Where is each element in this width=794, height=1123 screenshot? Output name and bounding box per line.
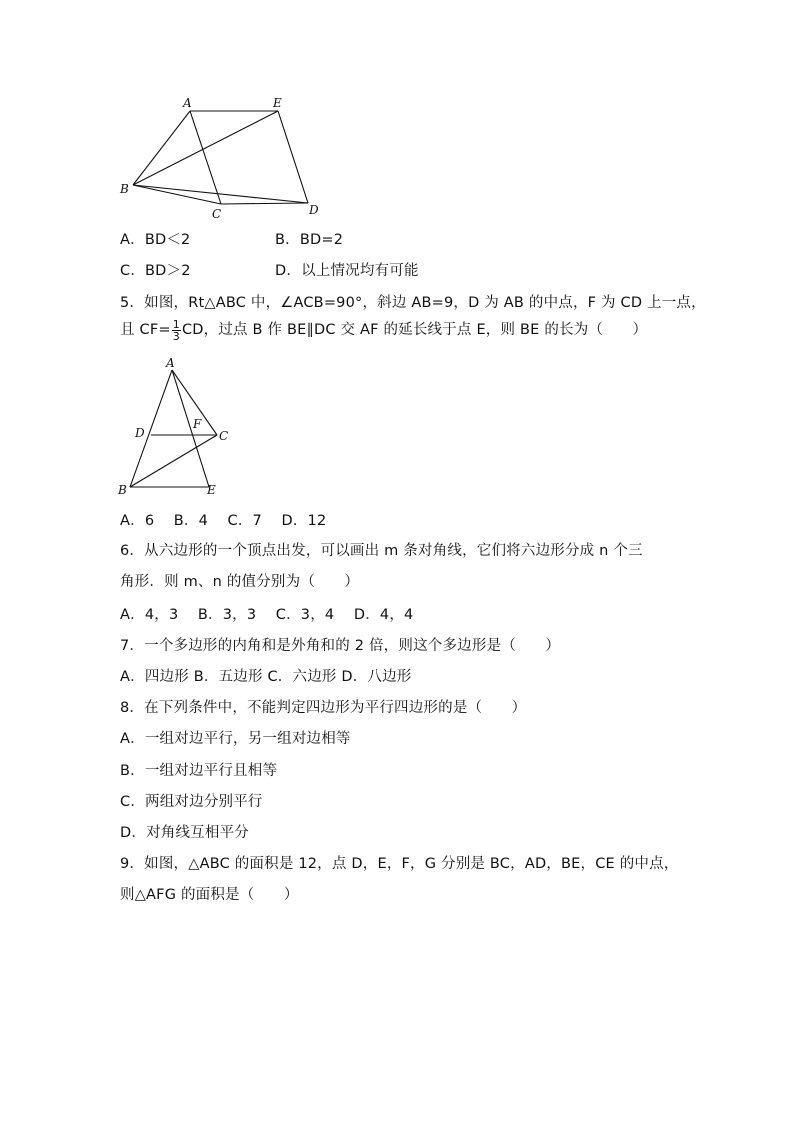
label-B: B [120, 182, 129, 196]
q8-stem: 8．在下列条件中，不能判定四边形为平行四边形的是（ ） [120, 700, 527, 716]
q6-stem-line2: 角形．则 m、n 的值分别为（ ） [120, 574, 360, 590]
label-A: A [183, 96, 192, 110]
q4-options-row1 [120, 228, 343, 249]
label-C: C [219, 429, 229, 443]
q8-option-a[interactable]: A．一组对边平行，另一组对边相等 [120, 731, 351, 747]
q4-option-c[interactable]: C．BD＞2 [120, 263, 191, 279]
segment-BE [133, 111, 278, 185]
q7-options[interactable]: A．四边形 B．五边形 C．六边形 D．八边形 [120, 669, 412, 685]
label-E: E [207, 483, 216, 497]
q9-stem-line2: 则△AFG 的面积是（ ） [120, 887, 299, 903]
label-B: B [118, 483, 127, 497]
q5-stem-line2 [120, 318, 647, 342]
segment-BD [133, 185, 308, 203]
q5-options[interactable]: A．6 B．4 C．7 D．12 [120, 513, 327, 529]
q8-option-b[interactable]: B．一组对边平行且相等 [120, 763, 278, 779]
q4-options-row2 [120, 259, 419, 280]
q4-option-d[interactable]: D．以上情况均有可能 [275, 263, 419, 279]
q4-option-b[interactable]: B．BD=2 [275, 232, 344, 248]
segment-ED [278, 111, 308, 203]
segment-CD [221, 203, 308, 204]
label-F: F [193, 417, 202, 431]
label-A: A [166, 356, 175, 370]
q8-option-d[interactable]: D．对角线互相平分 [120, 825, 249, 841]
q7-stem: 7．一个多边形的内角和是外角和的 2 倍，则这个多边形是（ ） [120, 638, 561, 654]
segment-BC [130, 435, 217, 487]
fraction-one-third [172, 319, 181, 342]
label-D: D [309, 203, 319, 217]
q4-figure [115, 92, 335, 222]
segment-BC [133, 185, 221, 204]
q8-option-c[interactable]: C．两组对边分别平行 [120, 794, 263, 810]
q5-stem-line2-post: CD，过点 B 作 BE∥DC 交 AF 的延长线于点 E，则 BE 的长为（ ） [181, 322, 648, 338]
q4-option-a[interactable]: A．BD＜2 [120, 232, 191, 248]
label-E: E [273, 96, 282, 110]
fraction-denominator: 3 [172, 329, 180, 343]
segment-AE [172, 370, 209, 487]
q5-figure [115, 355, 235, 500]
parallelogram-diagram [115, 92, 335, 222]
segment-AC [190, 111, 221, 204]
q5-stem-line1: 5．如图，Rt△ABC 中，∠ACB=90°，斜边 AB=9，D 为 AB 的中点，F 为 CD 上一点， [120, 295, 706, 311]
label-C: C [212, 207, 222, 221]
q6-stem-line1: 6．从六边形的一个顶点出发，可以画出 m 条对角线，它们将六边形分成 n 个三 [120, 543, 643, 559]
triangle-diagram [115, 355, 235, 500]
q6-options[interactable]: A．4，3 B．3，3 C．3，4 D．4，4 [120, 607, 414, 623]
fraction-numerator: 1 [172, 317, 180, 331]
segment-AB [133, 111, 190, 185]
q5-stem-line2-pre: 且 CF= [120, 322, 171, 338]
label-D: D [135, 426, 145, 440]
q9-stem-line1: 9．如图，△ABC 的面积是 12，点 D，E，F，G 分别是 BC，AD，BE，CE 的中点， [120, 856, 679, 872]
